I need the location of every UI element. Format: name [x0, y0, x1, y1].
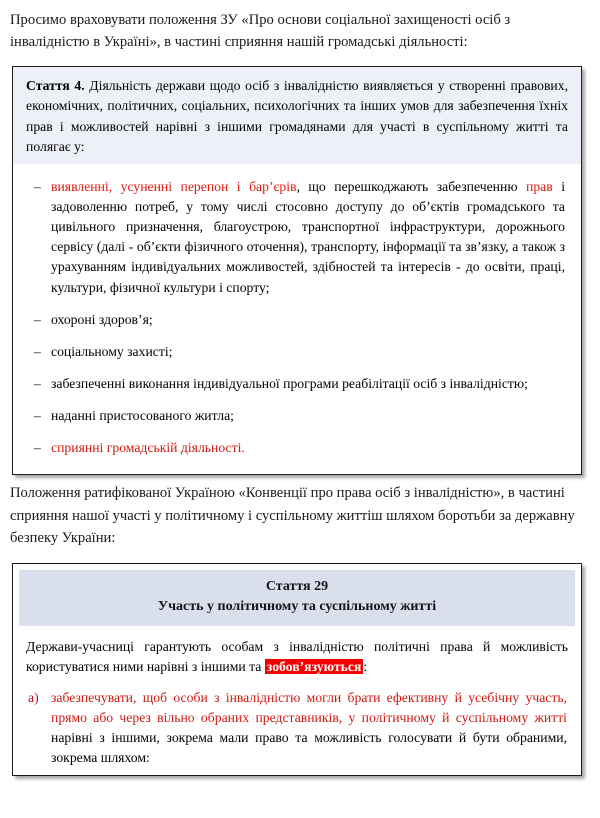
letter-marker: а) [28, 690, 39, 705]
law-box-article-4 [12, 66, 582, 475]
list-item [34, 342, 565, 362]
highlighted-obligation-word: зобов’язуються [266, 658, 362, 674]
list-item [34, 438, 565, 458]
middle-paragraph-text: Положення ратифікованої Україною «Конвенції про права осіб з інвалідністю», в частині сприяння нашої участі у політичному і суспільному життіш шляхом боротьби за державну безпеку України: [10, 485, 575, 546]
article-4-provision-list [13, 164, 581, 459]
dash-marker: – [34, 343, 41, 359]
dash-marker: – [34, 376, 41, 392]
article-4-number: Стаття 4. [26, 78, 85, 94]
middle-paragraph [0, 475, 600, 549]
provision-red-word: прав [526, 178, 553, 194]
article-29-title-block [19, 570, 575, 626]
provision-text: соціальному захисті; [51, 343, 173, 359]
provision-text: забезпеченні виконання індивідуальної програми реабілітації осіб з інвалідністю; [51, 376, 528, 392]
provision-red-lead: виявленні, усуненні перепон і бар’єрів [51, 178, 297, 194]
provision-red-text: забезпечувати, щоб особи з інвалідністю могли брати ефективну й усебічну участь, прямо або через вільно обраних представників, у політичному й суспільному житті [51, 690, 567, 726]
provision-text: охороні здоров’я; [51, 311, 153, 327]
intro-paragraph [0, 0, 600, 53]
article-29-body-colon: : [363, 658, 368, 674]
dash-marker: – [34, 408, 41, 424]
law-box-article-29 [12, 563, 582, 776]
list-item [34, 374, 565, 394]
article-29-body-lead: Держави-учасниці гарантують особам з інвалідністю політичні права й можливість користуватися ними нарівні з іншими та [26, 638, 568, 674]
dash-marker: – [34, 440, 41, 456]
article-29-title: Участь у політичному та суспільному житті [157, 598, 437, 614]
article-29-number: Стаття 29 [265, 578, 329, 594]
list-item [34, 177, 566, 298]
dash-marker: – [34, 311, 41, 327]
dash-marker: – [34, 178, 41, 194]
article-4-intro-block [13, 67, 581, 164]
provision-text-a: , що перешкоджають забезпеченню [296, 178, 527, 194]
article-29-body [13, 626, 581, 677]
list-item [28, 688, 567, 769]
provision-text-highlighted: сприянні громадській діяльності. [51, 440, 245, 456]
provision-text-b: і задоволенню потреб, у тому числі стосовно доступу до об’єктів громадського та цивільного призначення, благоустрою, транспортної інфраструктури, дорожнього сервісу (далі - об’єкти фізичного оточення), транспорту, інформації та зв’язку, а також з урахуванням індивідуальних можливостей, здібностей та інтересів - до освіти, праці, культури, фізичної культури і спорту; [51, 178, 566, 295]
list-item [34, 310, 565, 330]
article-4-intro-text: Діяльність держави щодо осіб з інвалідністю виявляється у створенні правових, економічних, політичних, соціальних, психологічних та інших умов для забезпечення їхніх прав і можливостей нарівні з іншими громадянами для участі в суспільному житті та полягає у: [26, 78, 569, 154]
provision-text: наданні пристосованого житла; [51, 408, 234, 424]
provision-black-text: нарівні з іншими, зокрема мали право та можливість голосувати й бути обраними, зокрема шляхом: [51, 730, 567, 766]
article-29-provision-list [13, 677, 581, 769]
list-item [34, 406, 565, 426]
intro-paragraph-text: Просимо враховувати положення ЗУ «Про основи соціальної захищеності осіб з інвалідністю в Україні», в частині сприяння нашій громадські діяльності: [10, 12, 511, 51]
